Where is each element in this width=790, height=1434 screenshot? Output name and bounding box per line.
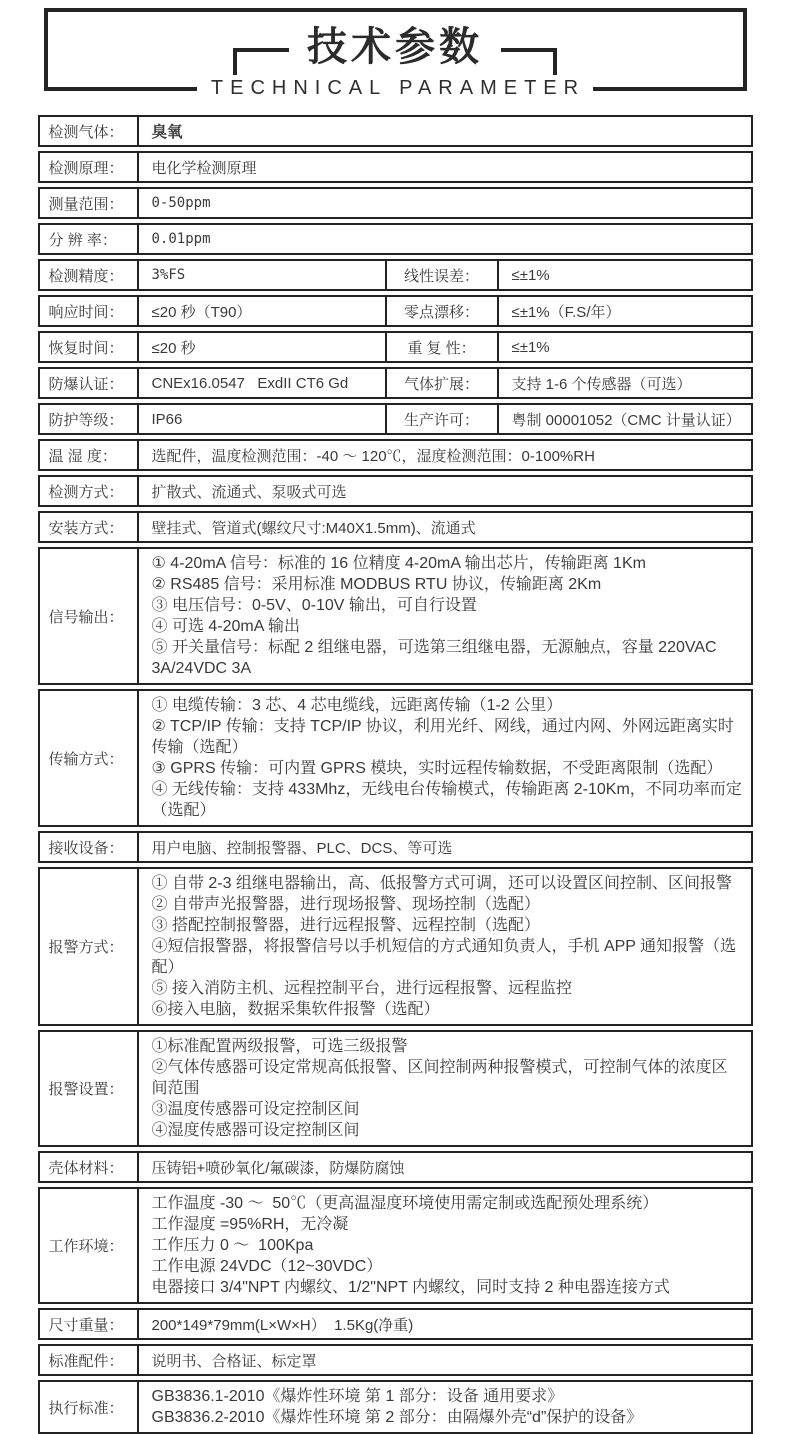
value-line-text: ④ 可选 4-20mA 输出 [151, 618, 300, 635]
table-row [38, 1344, 753, 1376]
row-label [40, 297, 137, 325]
value-line [152, 574, 743, 595]
row-value [137, 297, 385, 325]
spec-table [38, 115, 753, 1434]
table-row [38, 547, 753, 685]
table-row [38, 223, 753, 255]
value-line-text: ③温度传感器可设定控制区间 [151, 1101, 360, 1118]
row-label [40, 1382, 137, 1432]
header-frame [44, 8, 747, 99]
row-value [137, 405, 385, 433]
row-label-text: 报警设置： [48, 1081, 124, 1098]
value-line-text: ②气体传感器可设定常规高低报警、区间控制两种报警模式，可控制气体的浓度区间范围 [151, 1059, 728, 1097]
value-line-text: ② RS485 信号：采用标准 MODBUS RTU 协议，传输距离 2Km [151, 576, 602, 593]
value-line [152, 978, 743, 999]
row-value-2 [497, 261, 751, 289]
value-line-text: ① 自带 2-3 组继电器输出，高、低报警方式可调，还可以设置区间控制、区间报警 [151, 875, 732, 892]
value-line [152, 873, 743, 894]
value-line-text: ② TCP/IP 传输：支持 TCP/IP 协议，利用光纤、网线，通过内网、外网远距离实时传输（选配） [151, 718, 734, 756]
value-line [152, 595, 743, 616]
row-label-text: 测量范围： [48, 195, 124, 213]
row-value-2-text: ≤±1%（F.S/年） [511, 303, 621, 321]
table-row [38, 689, 753, 827]
row-label [40, 1346, 137, 1374]
row-value [137, 261, 385, 289]
row-label [40, 369, 137, 397]
value-line [152, 695, 743, 716]
row-value [137, 1346, 751, 1374]
row-label [40, 1032, 137, 1145]
table-row [38, 511, 753, 543]
row-value-text: 压铸铝+喷砂氧化/氟碳漆，防爆防腐蚀 [151, 1159, 405, 1177]
row-value-2-text: ≤±1% [511, 338, 550, 356]
table-row [38, 367, 753, 399]
value-line [152, 637, 743, 679]
value-line [152, 999, 743, 1020]
value-line [152, 1193, 743, 1214]
title-row [48, 24, 743, 70]
row-label-2-text: 重 复 性： [407, 339, 476, 357]
row-value-text: 电化学检测原理 [151, 159, 257, 177]
row-label-text: 尺寸重量： [48, 1316, 124, 1334]
row-label-text: 防护等级： [48, 411, 124, 429]
row-label [40, 189, 137, 217]
row-value-text: 0.01ppm [151, 231, 211, 247]
value-line-text: 电器接口 3/4"NPT 内螺纹、1/2"NPT 内螺纹，同时支持 2 种电器连接方式 [151, 1279, 670, 1296]
row-value [137, 1153, 751, 1181]
row-label [40, 333, 137, 361]
row-label-text: 工作环境： [48, 1238, 124, 1255]
row-value [137, 477, 751, 505]
row-value [137, 225, 751, 253]
row-value [137, 1382, 751, 1432]
value-line-text: ③ 搭配控制报警器，进行远程报警、远程控制（选配） [151, 917, 540, 934]
row-value [137, 1189, 751, 1302]
value-line [152, 1277, 743, 1298]
table-row [38, 331, 753, 363]
row-label [40, 549, 137, 683]
table-row [38, 1187, 753, 1304]
table-row [38, 439, 753, 471]
row-label [40, 261, 137, 289]
value-line-text: ④短信报警器，将报警信号以手机短信的方式通知负责人，手机 APP 通知报警（选配） [151, 938, 737, 976]
value-line [152, 894, 743, 915]
row-label-text: 分 辨 率： [48, 231, 117, 249]
row-value [137, 117, 751, 145]
value-line-text: ① 4-20mA 信号：标准的 16 位精度 4-20mA 输出芯片，传输距离 1Km [151, 555, 646, 572]
row-label-text: 检测气体： [48, 123, 124, 141]
row-value-text: ≤20 秒（T90） [151, 303, 252, 321]
page-title: 技术参数 [307, 25, 483, 69]
row-label-text: 检测原理： [48, 159, 124, 177]
value-line-text: ③ GPRS 传输：可内置 GPRS 模块，实时远程传输数据，不受距离限制（选配） [151, 760, 723, 777]
value-line-text: ④湿度传感器可设定控制区间 [151, 1122, 360, 1139]
row-value [137, 833, 751, 861]
row-label [40, 1189, 137, 1302]
row-value-text: 扩散式、流通式、泵吸式可选 [151, 483, 347, 501]
table-row [38, 151, 753, 183]
row-label-2-text: 生产许可： [403, 411, 479, 429]
row-label [40, 513, 137, 541]
table-row [38, 867, 753, 1026]
value-line-text: ② 自带声光报警器，进行现场报警、现场控制（选配） [151, 896, 540, 913]
row-label-text: 响应时间： [48, 303, 124, 321]
value-line [152, 1256, 743, 1277]
row-value-text: 说明书、合格证、标定罩 [151, 1352, 317, 1370]
row-value-text: 200*149*79mm(L×W×H） 1.5Kg(净重) [151, 1316, 414, 1334]
row-label-text: 检测方式： [48, 483, 124, 501]
row-value-2 [497, 333, 751, 361]
value-line [152, 936, 743, 978]
row-value-text: IP66 [151, 410, 183, 428]
value-line [152, 1214, 743, 1235]
row-label [40, 405, 137, 433]
row-value [137, 369, 385, 397]
row-label [40, 1310, 137, 1338]
row-label [40, 117, 137, 145]
row-label-2 [385, 405, 497, 433]
value-line-text: ④ 无线传输：支持 433Mhz，无线电台传输模式，传输距离 2-10Km，不同功率而定（选配） [151, 781, 742, 819]
table-row [38, 295, 753, 327]
value-line [152, 1036, 743, 1057]
table-row [38, 115, 753, 147]
row-label [40, 869, 137, 1024]
row-label-2 [385, 297, 497, 325]
row-value-text: 3%FS [151, 267, 186, 283]
row-value [137, 691, 751, 825]
table-row [38, 403, 753, 435]
row-label-text: 温 湿 度： [48, 447, 117, 465]
row-label-text: 检测精度： [48, 267, 124, 285]
row-value [137, 153, 751, 181]
row-label [40, 441, 137, 469]
value-line [152, 779, 743, 821]
value-line [152, 915, 743, 936]
row-value [137, 513, 751, 541]
row-value-text: CNEx16.0547 ExdII CT6 Gd [151, 374, 349, 392]
value-line [152, 616, 743, 637]
row-label [40, 153, 137, 181]
technical-parameter-sheet [0, 8, 790, 1434]
table-row [38, 1308, 753, 1340]
value-line-text: ① 电缆传输：3 芯、4 芯电缆线，远距离传输（1-2 公里） [151, 697, 563, 714]
row-value-2 [497, 405, 751, 433]
subtitle-line-right [593, 87, 746, 91]
value-line [152, 716, 743, 758]
value-line [152, 553, 743, 574]
row-label-text: 标准配件： [48, 1352, 124, 1370]
table-row [38, 259, 753, 291]
row-label-2 [385, 333, 497, 361]
value-line-text: ③ 电压信号：0-5V、0-10V 输出，可自行设置 [151, 597, 477, 614]
value-line [152, 1120, 743, 1141]
row-label-text: 传输方式： [48, 750, 124, 768]
row-value-text: 壁挂式、管道式(螺纹尺寸:M40X1.5mm)、流通式 [151, 519, 476, 537]
table-row [38, 1151, 753, 1183]
row-value-2 [497, 297, 751, 325]
value-line [152, 1235, 743, 1256]
row-label-text: 壳体材料： [48, 1159, 124, 1177]
row-value-text: ≤20 秒 [151, 339, 196, 357]
value-line-text: 工作湿度 =95%RH，无冷凝 [151, 1216, 349, 1233]
row-value [137, 1032, 751, 1145]
row-label-2-text: 线性误差： [403, 267, 479, 285]
row-label [40, 691, 137, 825]
row-value-text: 选配件，温度检测范围：-40 ～ 120℃，湿度检测范围：0-100%RH [151, 447, 595, 465]
row-value-text: 0-50ppm [151, 195, 211, 211]
row-value [137, 869, 751, 1024]
row-label-2-text: 零点漂移： [403, 303, 479, 321]
value-line [152, 1057, 743, 1099]
value-line [152, 1099, 743, 1120]
table-row [38, 187, 753, 219]
row-label-text: 安装方式： [48, 519, 124, 537]
row-label-text: 报警方式： [48, 939, 124, 956]
row-value [137, 333, 385, 361]
table-row [38, 475, 753, 507]
row-value-2 [497, 369, 751, 397]
row-value [137, 549, 751, 683]
page-subtitle: TECHNICAL PARAMETER [210, 77, 586, 99]
row-value [137, 441, 751, 469]
table-row [38, 1030, 753, 1147]
row-label [40, 225, 137, 253]
row-label [40, 477, 137, 505]
row-label-text: 信号输出： [48, 608, 124, 626]
row-value-2-text: 支持 1-6 个传感器（可选） [511, 375, 692, 393]
corner-bracket-right-icon [501, 48, 557, 75]
value-line [152, 758, 743, 779]
row-label-text: 防爆认证： [48, 375, 124, 393]
value-line [152, 1386, 743, 1407]
subtitle-line-left [44, 87, 197, 91]
value-line-text: 工作温度 -30 ～ 50℃（更高温湿度环境使用需定制或选配预处理系统） [151, 1195, 659, 1212]
value-line-text: 工作压力 0 ～ 100Kpa [151, 1237, 314, 1254]
value-line-text: ⑤ 开关量信号：标配 2 组继电器，可选第三组继电器，无源触点，容量 220VAC 3A/24VDC 3A [151, 639, 722, 677]
row-label-text: 执行标准： [48, 1399, 124, 1417]
row-label-2-text: 气体扩展： [403, 375, 479, 393]
row-label-text: 恢复时间： [48, 339, 124, 357]
subtitle-row [44, 77, 747, 100]
row-value-2-text: 粤制 00001052（CMC 计量认证） [511, 411, 741, 429]
row-value-text: 用户电脑、控制报警器、PLC、DCS、等可选 [151, 839, 453, 857]
table-row [38, 1380, 753, 1434]
row-value [137, 1310, 751, 1338]
value-line-text: ⑥接入电脑，数据采集软件报警（选配） [151, 1001, 440, 1018]
value-line-text: GB3836.2-2010《爆炸性环境 第 2 部分：由隔爆外壳“d”保护的设备》 [151, 1409, 643, 1426]
corner-bracket-left-icon [233, 48, 289, 75]
row-value-text: 臭氧 [151, 124, 183, 141]
row-value-2-text: ≤±1% [511, 266, 550, 284]
value-line-text: ⑤ 接入消防主机、远程控制平台，进行远程报警、远程监控 [151, 980, 572, 997]
value-line-text: GB3836.1-2010《爆炸性环境 第 1 部分：设备 通用要求》 [151, 1388, 564, 1405]
row-label-2 [385, 261, 497, 289]
row-label-text: 接收设备： [48, 839, 124, 857]
row-label [40, 833, 137, 861]
row-label [40, 1153, 137, 1181]
table-row [38, 831, 753, 863]
value-line-text: 工作电源 24VDC（12~30VDC） [151, 1258, 383, 1275]
row-label-2 [385, 369, 497, 397]
value-line [152, 1407, 743, 1428]
row-value [137, 189, 751, 217]
value-line-text: ①标准配置两级报警，可选三级报警 [151, 1038, 408, 1055]
